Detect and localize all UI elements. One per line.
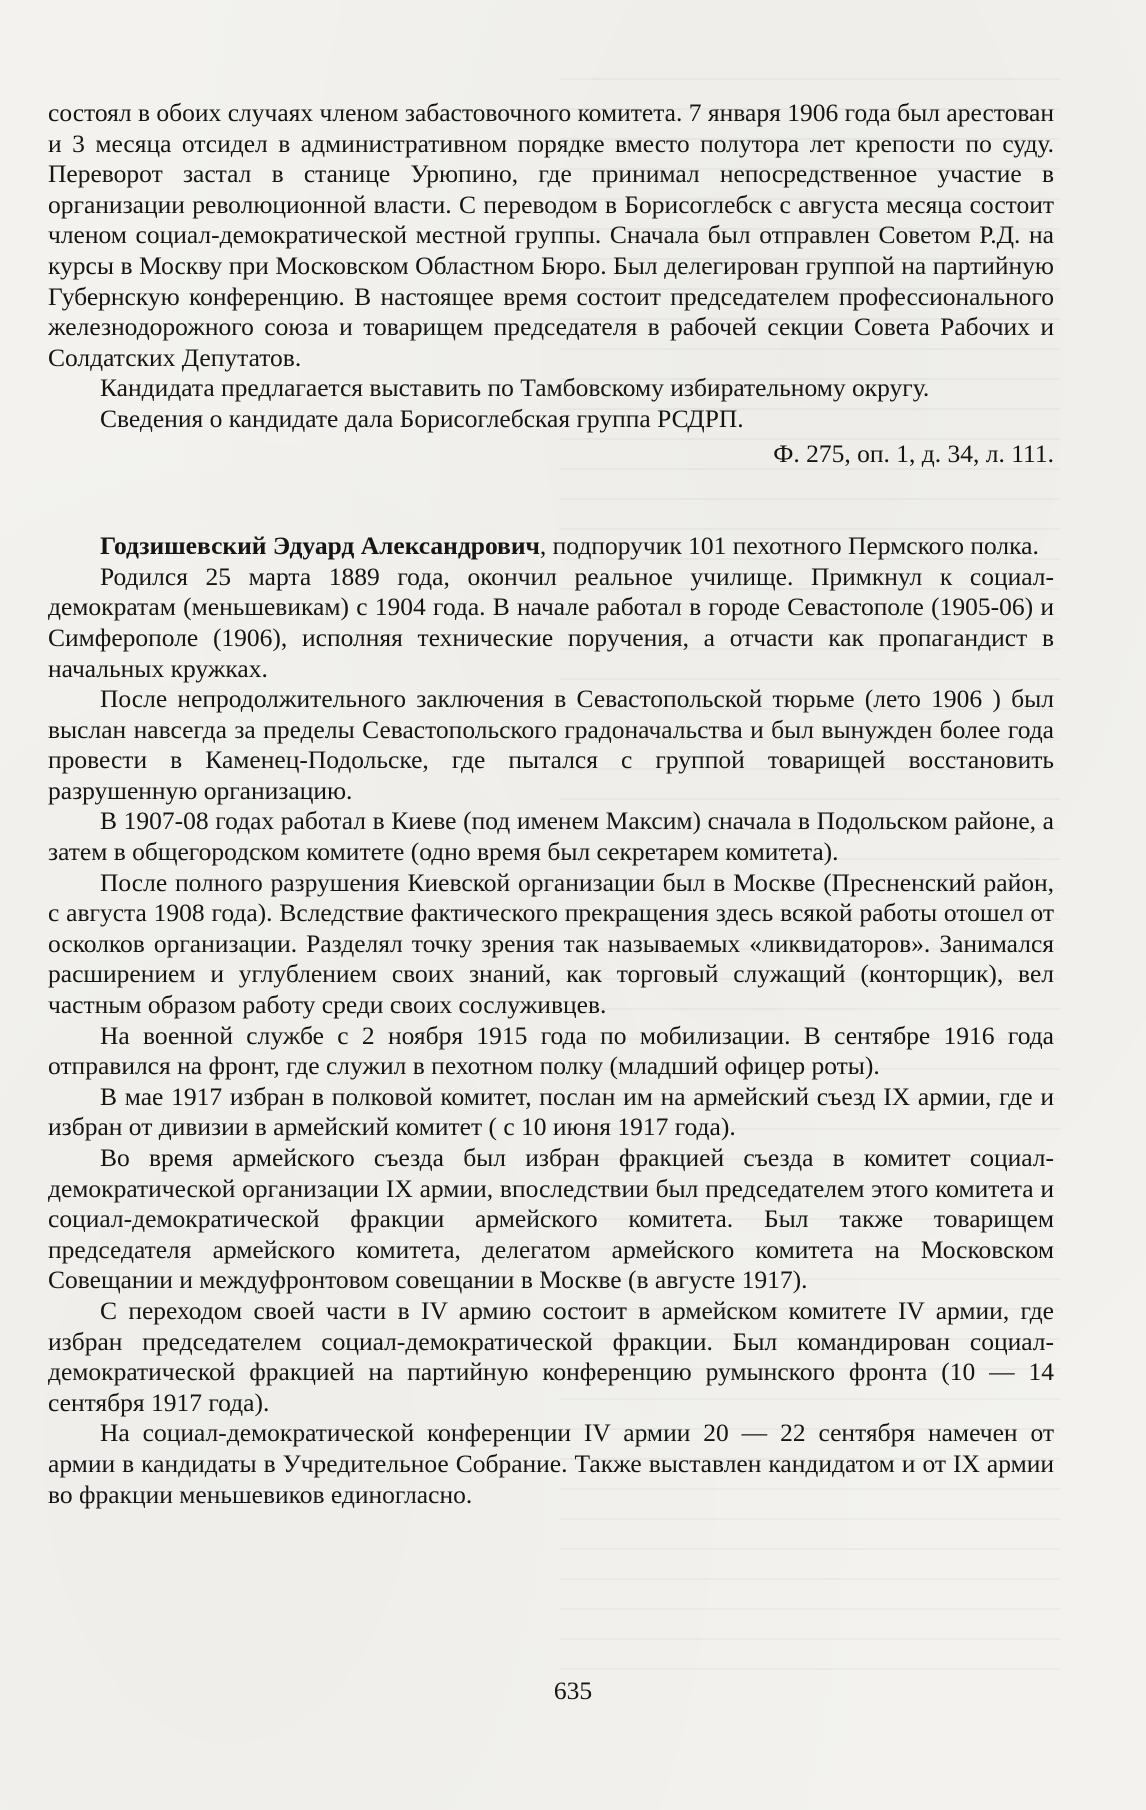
biography-paragraph-6: В мае 1917 избран в полковой комитет, послан им на армейский съезд IX армии, где и избран от дивизии в армейский комитет ( с 10 июня 1917 года). (48, 1081, 1054, 1142)
person-name: Годзишевский Эдуард Александрович (100, 531, 540, 561)
person-rank: , подпоручик 101 пехотного Пермского полка. (539, 531, 1039, 561)
page-number: 635 (553, 1676, 593, 1705)
section-gap (48, 469, 1054, 531)
body-text (48, 98, 1054, 1510)
biography-paragraph-7: Во время армейского съезда был избран фракцией съезда в комитет социал-демократической организации IX армии, впоследствии был председателем этого комитета и социал-демократической фракции армейского комитета. Был также товарищем председателя армейского комитета, делегатом армейского комитета на Московском Совещании и междуфронтовом совещании в Москве (в августе 1917). (48, 1143, 1054, 1295)
biography-paragraph-3: В 1907-08 годах работал в Киеве (под именем Максим) сначала в Подольском районе, а затем в общегородском комитете (одно время был секретарем комитета). (48, 806, 1054, 867)
paragraph-continuation: состоял в обоих случаях членом забастовочного комитета. 7 января 1906 года был арестован и 3 месяца отсидел в административном порядке вместо полутора лет крепости по суду. Переворот застал в станице Урюпино, где принимал непосредственное участие в организации революционной власти. С переводом в Борисоглебск с августа месяца состоит членом социал-демократической местной группы. Сначала был отправлен Советом Р.Д. на курсы в Москву при Московском Областном Бюро. Был делегирован группой на партийную Губернскую конференцию. В настоящее время состоит председателем профессионального железнодорожного союза и товарищем председателя в рабочей секции Совета Рабочих и Солдатских Депутатов. (48, 98, 1054, 372)
biography-paragraph-1: Родился 25 марта 1889 года, окончил реальное училище. Примкнул к социал-демократам (меньшевикам) с 1904 года. В начале работал в городе Севастополе (1905-06) и Симферополе (1906), исполняя технические поручения, а отчасти как пропагандист в начальных кружках. (48, 561, 1054, 683)
paragraph-candidate-district: Кандидата предлагается выставить по Тамбовскому избирательному округу. (100, 373, 930, 403)
biography-heading (48, 531, 1054, 562)
biography-paragraph-5: На военной службе с 2 ноября 1915 года по мобилизации. В сентябре 1916 года отправился на фронт, где служил в пехотном полку (младший офицер роты). (48, 1020, 1054, 1081)
biography-paragraph-8: С переходом своей части в IV армию состоит в армейском комитете IV армии, где избран председателем социал-демократической фракции. Был командирован социал-демократической фракцией на партийную конференцию румынского фронта (10 — 14 сентября 1917 года). (48, 1295, 1054, 1417)
biography-paragraph-2: После непродолжительного заключения в Севастопольской тюрьме (лето 1906 ) был выслан навсегда за пределы Севастопольского градоначальства и был вынужден более года провести в Каменец-Подольске, где пытался с группой товарищей восстановить разрушенную организацию. (48, 684, 1054, 805)
archive-reference: Ф. 275, оп. 1, д. 34, л. 111. (773, 438, 1054, 468)
biography-paragraph-9: На социал-демократической конференции IV армии 20 — 22 сентября намечен от армии в кандидаты в Учредительное Собрание. Также выставлен кандидатом и от IX армии во фракции меньшевиков единогласно. (48, 1418, 1054, 1509)
paragraph-info-source: Сведения о кандидате дала Борисоглебская группа РСДРП. (100, 403, 744, 433)
biography-paragraph-4: После полного разрушения Киевской организации был в Москве (Пресненский район, с августа 1908 года). Вследствие фактического прекращения здесь всякой работы отошел от осколков организации. Разделял точку зрения так называемых «ликвидаторов». Занимался расширением и углублением своих знаний, как торговый служащий (конторщик), вел частным образом работу среди своих сослуживцев. (48, 867, 1054, 1020)
